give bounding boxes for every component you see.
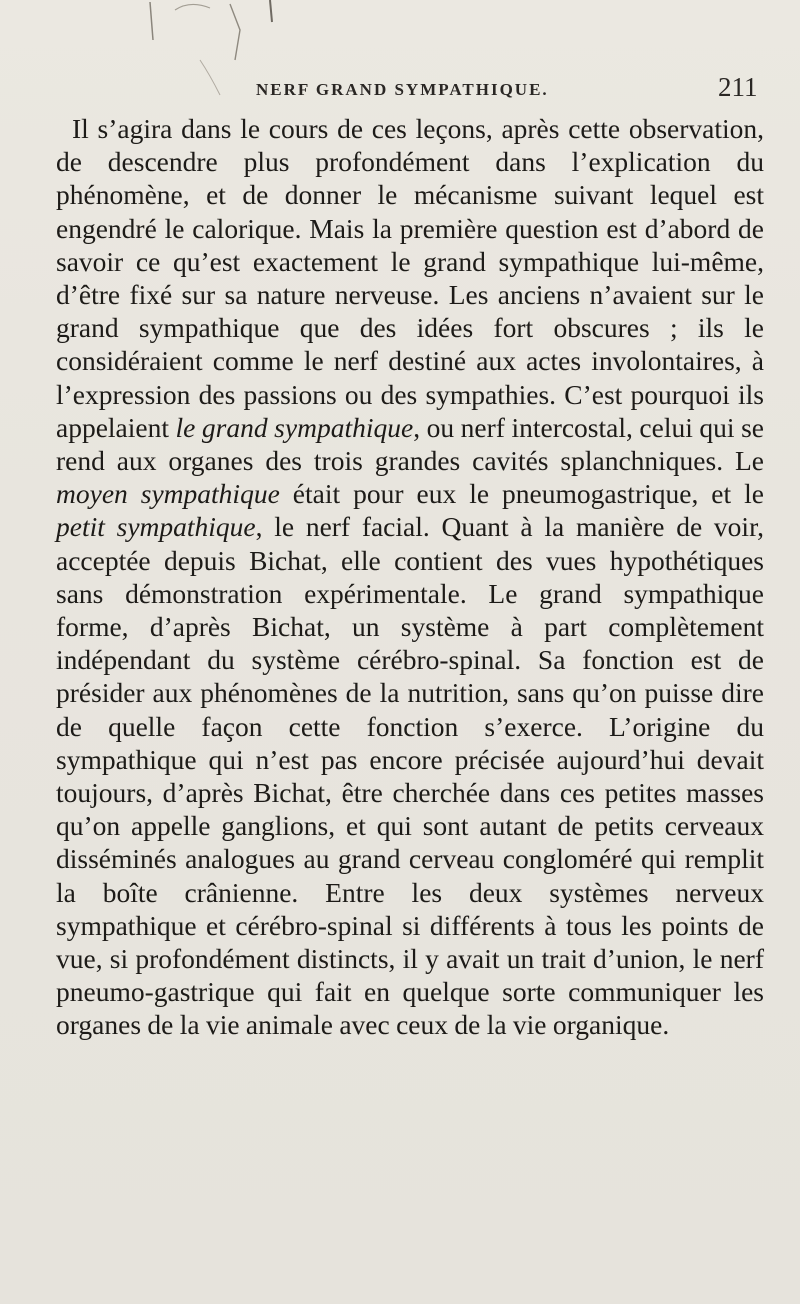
running-title: NERF GRAND SYMPATHIQUE. <box>256 80 549 99</box>
page-number: 211 <box>718 72 758 102</box>
main-text-block <box>56 112 764 1042</box>
italic-term-moyen-sympathique: moyen sympathique <box>56 478 280 510</box>
text-run: , ou nerf intercostal, celui qui se rend aux organes des trois grandes cavités splanchniques. Le <box>56 411 764 477</box>
text-run: , le nerf facial. Quant à la manière de voir, acceptée depuis Bichat, elle contient des vues hypothétiques sans démonstration expérimentale. Le grand sympathique forme, d’après Bichat, un système à part complètement indépendant du système cérébro-spinal. Sa fonction est de présider aux phénomènes de la nutrition, sans qu’on puisse dire de quelle façon cette fonction s’exerce. L’origine du sympathique qui n’est pas encore précisée aujourd’hui devait toujours, d’après Bichat, être cherchée dans ces petites masses qu’on appelle ganglions, et qui sont autant de petits cerveaux disséminés analogues au grand cerveau congloméré qui remplit la boîte crânienne. Entre les deux systèmes nerveux sympathique et cérébro-spinal si différents à tous les points de vue, si profondément distincts, il y avait un trait d’union, le nerf pneumo-gastrique qui fait en quelque sorte communiquer les organes de la vie animale avec ceux de la vie organique. <box>56 511 764 1041</box>
italic-term-petit-sympathique: petit sympathique <box>56 511 256 543</box>
body-paragraph <box>56 112 764 1042</box>
italic-term-grand-sympathique: le grand sympathique <box>175 411 414 443</box>
text-run: était pour eux le pneumogastrique, et le <box>279 478 764 510</box>
text-run: Il s’agira dans le cours de ces leçons, après cette observation, de descendre plus profondément dans l’explication du phénomène, et de donner le mécanisme suivant lequel est engendré le calorique. Mais la première question est d’abord de savoir ce qu’est exactement le grand sympathique lui-même, d’être fixé sur sa nature nerveuse. Les anciens n’avaient sur le grand sympathique que des idées fort obscures ; ils le considéraient comme le nerf destiné aux actes involontaires, à l’expression des passions ou des sympathies. C’est pourquoi ils appelaient <box>56 113 764 443</box>
